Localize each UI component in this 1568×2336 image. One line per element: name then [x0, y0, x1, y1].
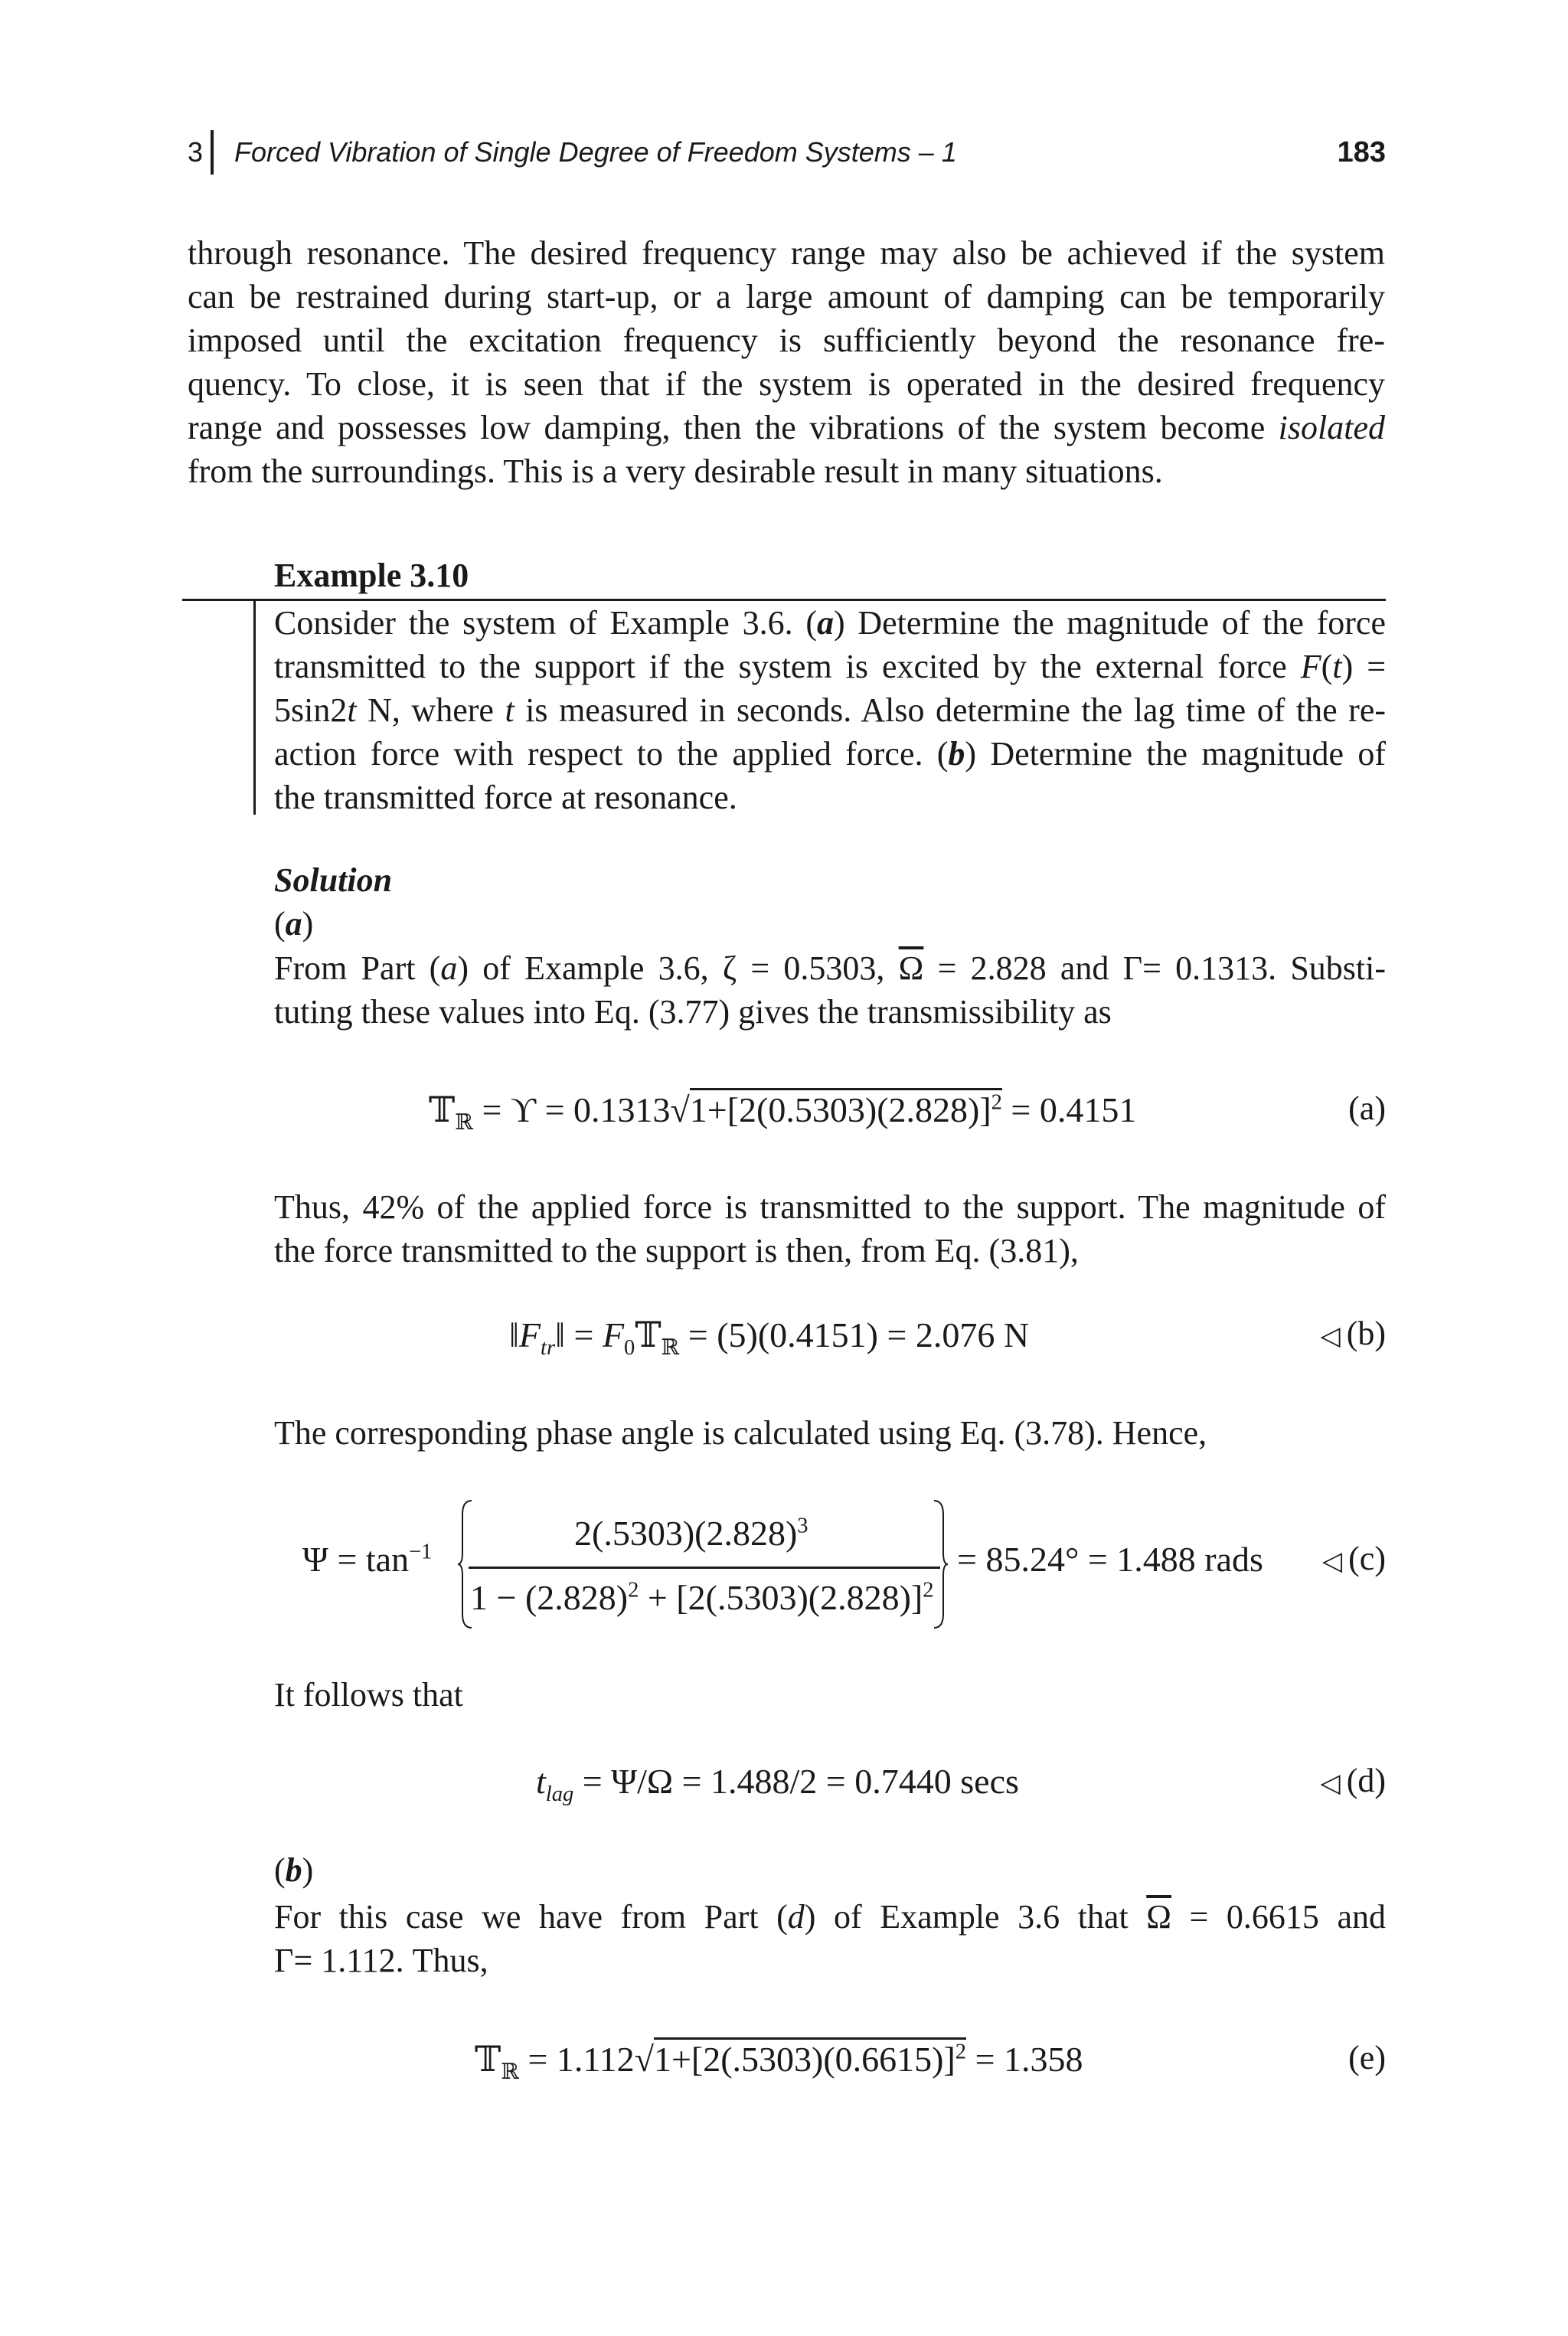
intro-line: from the surroundings. This is a very desirable result in many situations. — [188, 452, 1163, 490]
equation-label-c: ◁ (c) — [1322, 1540, 1386, 1577]
phase-text: The corresponding phase angle is calculated using Eq. (3.78). Hence, — [274, 1414, 1207, 1452]
result-marker-icon: ◁ — [1322, 1547, 1343, 1576]
solution-paragraph-b — [274, 1895, 1386, 1982]
equation-c-denominator: $1 - (2.828)^2 + [2(.5303)(2.828)]^2$ — [470, 1578, 934, 1617]
equation-a: 𝕋$_ℝ$ = $ϒ = 0.1313√1+[2(0.5303)(2.828)]^2 = 0.4151$ — [429, 1089, 1137, 1135]
equation-label-b: ◁ (b) — [1320, 1315, 1386, 1352]
example-line: action force with respect to the applied force. (b) Determine the magnitude of — [274, 735, 1386, 773]
fraction-bar — [469, 1567, 940, 1569]
solution-line: Thus, 42% of the applied force is transmitted to the support. The magnitude of — [274, 1188, 1386, 1226]
solution-line: tuting these values into Eq. (3.77) gives the transmissibility as — [274, 993, 1112, 1031]
equation-c-numerator: $2(.5303)(2.828)^3$ — [574, 1514, 808, 1553]
equation-d: $t_{lag} = \Psi/\Omega = 1.488/2 = 0.7440$ secs — [536, 1762, 1019, 1807]
equation-e: 𝕋$_ℝ$ = $1.112√1+[2(.5303)(0.6615)]^2 = 1.358$ — [475, 2038, 1083, 2085]
chapter-title: Forced Vibration of Single Degree of Freedom Systems – 1 — [234, 136, 957, 168]
header-divider — [211, 130, 214, 175]
part-b-label: (b) — [274, 1851, 314, 1889]
solution-line: For this case we have from Part (d) of Example 3.6 that $\overline{\Omega} = 0.6615$ and — [274, 1898, 1386, 1936]
page-number: 183 — [1337, 136, 1386, 168]
equation-c-lhs: $\Psi = \tan^{-1}$ — [302, 1540, 433, 1579]
solution-line: From Part (a) of Example 3.6, ζ = 0.5303, $\overline{\Omega} = 2.828$ and Γ= 0.1313. Substi- — [274, 949, 1387, 987]
intro-paragraph — [188, 231, 1385, 493]
equation-c-rhs: = 85.24° = 1.488 rads — [957, 1540, 1263, 1579]
example-heading: Example 3.10 — [274, 557, 469, 594]
equation-label-e: (e) — [1348, 2039, 1386, 2076]
right-brace-icon — [933, 1499, 949, 1629]
follows-text: It follows that — [274, 1676, 463, 1714]
solution-paragraph-a — [274, 946, 1386, 1034]
example-line: Consider the system of Example 3.6. (a) Determine the magnitude of the force — [274, 604, 1386, 642]
transmitted-paragraph — [274, 1185, 1386, 1273]
equation-b: $‖F_{tr}‖$ = $F_0𝕋_ℝ = (5)(0.4151) = 2.076$ N — [509, 1314, 1030, 1361]
solution-line: Γ= 1.112. Thus, — [274, 1942, 488, 1979]
chapter-number: 3 — [188, 136, 204, 168]
example-line: 5sin2t N, where t is measured in seconds. Also determine the lag time of the re- — [274, 691, 1387, 729]
example-line: the transmitted force at resonance. — [274, 779, 737, 816]
equation-label-a: (a) — [1348, 1090, 1386, 1127]
intro-line: through resonance. The desired frequency range may also be achieved if the system — [188, 234, 1385, 272]
intro-line: can be restrained during start-up, or a large amount of damping can be temporarily — [188, 278, 1385, 315]
equation-label-d: ◁ (d) — [1320, 1762, 1386, 1799]
result-marker-icon: ◁ — [1320, 1322, 1341, 1351]
solution-line: the force transmitted to the support is then, from Eq. (3.81), — [274, 1232, 1079, 1269]
part-a-label: (a) — [274, 905, 314, 943]
result-marker-icon: ◁ — [1320, 1769, 1341, 1798]
intro-line: quency. To close, it is seen that if the system is operated in the desired frequency — [188, 365, 1385, 403]
example-statement — [274, 601, 1386, 819]
intro-line: range and possesses low damping, then the vibrations of the system become isolated — [188, 409, 1385, 446]
intro-line: imposed until the excitation frequency is sufficiently beyond the resonance fre- — [188, 322, 1385, 359]
solution-heading: Solution — [274, 861, 393, 899]
example-line: transmitted to the support if the system is excited by the external force F(t) = — [274, 648, 1387, 685]
example-side-rule — [253, 600, 256, 815]
